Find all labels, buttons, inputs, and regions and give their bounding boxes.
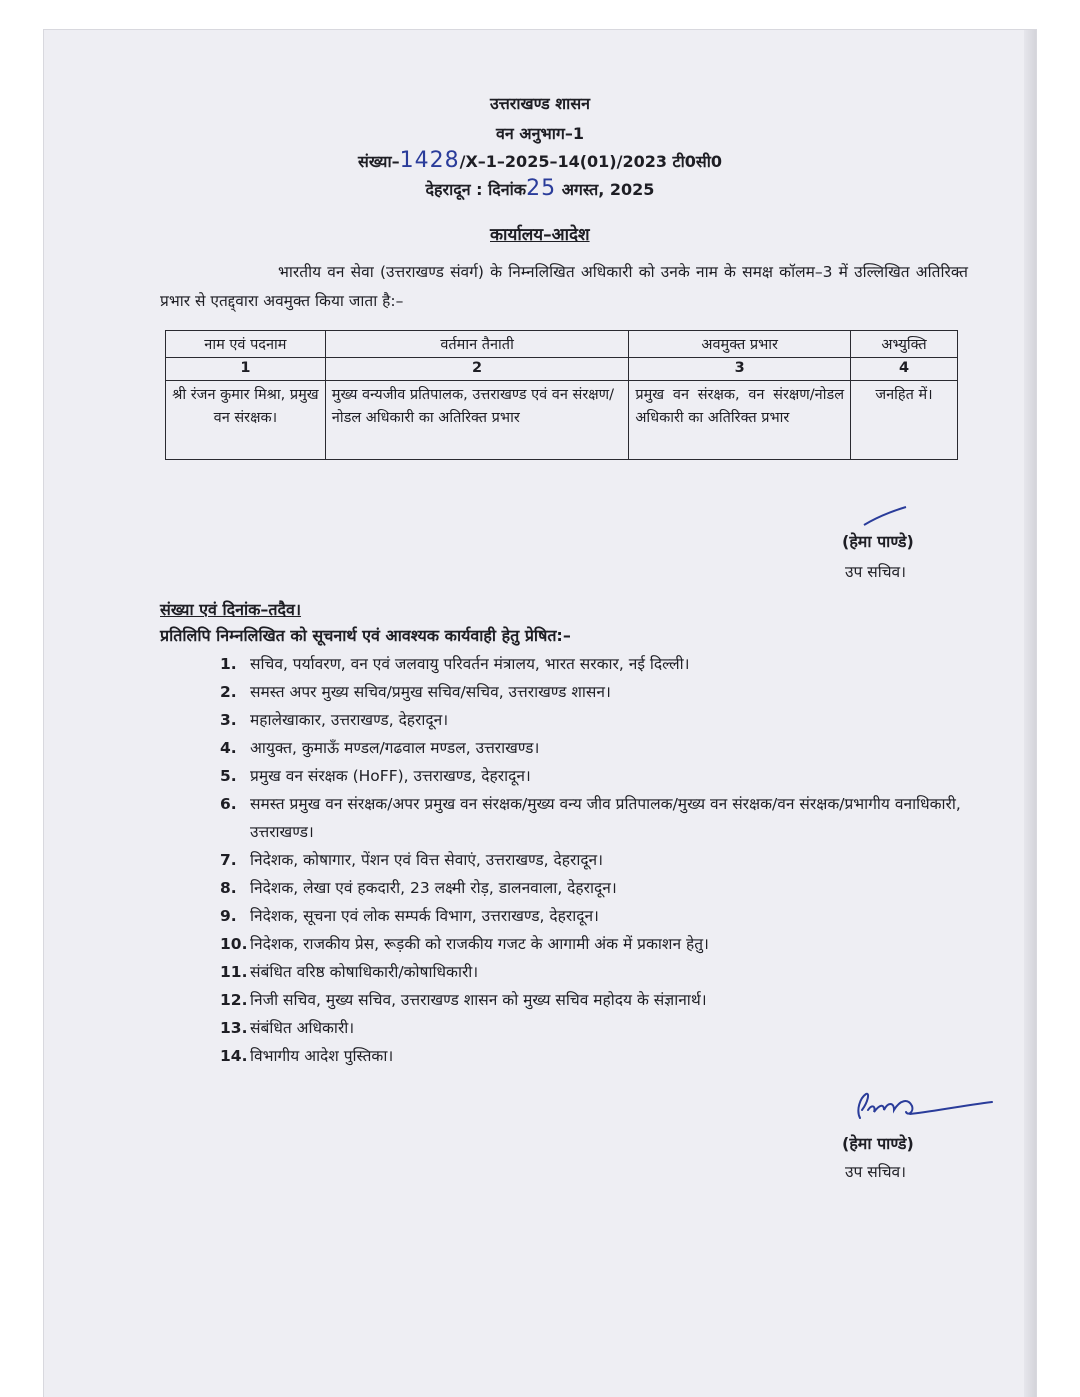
order-date [0,176,1080,201]
signature-mark [860,505,910,527]
current-posting-cell: मुख्य वन्यजीव प्रतिपालक, उत्तराखण्ड एवं वन संरक्षण/नोडल अधिकारी का अतिरिक्त प्रभार [325,381,629,460]
list-text: निजी सचिव, मुख्य सचिव, उत्तराखण्ड शासन को मुख्य सचिव महोदय के संज्ञानार्थ। [250,991,707,1009]
column-number: 4 [851,358,958,381]
list-number: 11. [220,963,248,981]
handwritten-date: 25 [526,176,557,201]
copy-recipient-list [220,650,970,1070]
list-item [220,790,970,846]
list-item [220,986,970,1014]
column-number: 3 [629,358,851,381]
order-number [0,148,1080,173]
list-number: 8. [220,879,237,897]
order-date-prefix: देहरादून : दिनांक [425,180,527,199]
handwritten-order-number: 1428 [399,148,460,173]
column-number: 1 [166,358,326,381]
column-header: नाम एवं पदनाम [166,331,326,358]
list-text: निदेशक, लेखा एवं हकदारी, 23 लक्ष्मी रोड़, डालनवाला, देहरादून। [250,879,617,897]
order-title: कार्यालय–आदेश [490,225,590,245]
copy-forwarded-line: प्रतिलिपि निम्नलिखित को सूचनार्थ एवं आवश्यक कार्यवाही हेतु प्रेषित:– [160,626,571,645]
list-text: महालेखाकार, उत्तराखण्ड, देहरादून। [250,711,449,729]
department-name: वन अनुभाग–1 [496,124,584,143]
list-number: 6. [220,795,237,813]
signatory-designation: उप सचिव। [845,1163,907,1181]
list-number: 14. [220,1047,248,1065]
list-number: 12. [220,991,248,1009]
list-item [220,734,970,762]
list-item [220,874,970,902]
list-number: 9. [220,907,237,925]
officer-table [165,330,958,460]
signatory-designation: उप सचिव। [845,563,907,581]
list-text: आयुक्त, कुमाऊँ मण्डल/गढवाल मण्डल, उत्तराखण्ड। [250,739,540,757]
list-number: 4. [220,739,237,757]
list-number: 7. [220,851,237,869]
list-item [220,846,970,874]
table-row [166,381,958,460]
table-number-row [166,358,958,381]
list-item [220,762,970,790]
list-item [220,678,970,706]
relieved-charge-cell: प्रमुख वन संरक्षक, वन संरक्षण/नोडल अधिकारी का अतिरिक्त प्रभार [629,381,851,460]
list-item [220,706,970,734]
list-item [220,1014,970,1042]
list-number: 1. [220,655,237,673]
list-number: 5. [220,767,237,785]
signatory-name: (हेमा पाण्डे) [842,532,914,551]
handwritten-signature [850,1088,995,1124]
officer-name-cell: श्री रंजन कुमार मिश्रा, प्रमुख वन संरक्षक। [166,381,326,460]
list-item [220,958,970,986]
list-text: प्रमुख वन संरक्षक (HoFF), उत्तराखण्ड, देहरादून। [250,767,531,785]
list-text: समस्त प्रमुख वन संरक्षक/अपर प्रमुख वन संरक्षक/मुख्य वन्य जीव प्रतिपालक/मुख्य वन संरक्षक/वन संरक्षक/प्रभागीय वनाधिकारी, उत्तराखण्ड। [250,795,961,841]
column-header: वर्तमान तैनाती [325,331,629,358]
list-text: संबंधित अधिकारी। [250,1019,355,1037]
list-number: 2. [220,683,237,701]
list-text: सचिव, पर्यावरण, वन एवं जलवायु परिवर्तन मंत्रालय, भारत सरकार, नई दिल्ली। [250,655,690,673]
order-intro-paragraph: भारतीय वन सेवा (उत्तराखण्ड संवर्ग) के निम्नलिखित अधिकारी को उनके नाम के समक्ष कॉलम–3 में उल्लिखित अतिरिक्त प्रभार से एतद्द्वारा अवमुक्त किया जाता है:– [160,263,968,310]
list-text: निदेशक, राजकीय प्रेस, रूड़की को राजकीय गजट के आगामी अंक में प्रकाशन हेतु। [250,935,709,953]
list-text: संबंधित वरिष्ठ कोषाधिकारी/कोषाधिकारी। [250,963,479,981]
column-header: अवमुक्त प्रभार [629,331,851,358]
remarks-cell: जनहित में। [851,381,958,460]
list-text: विभागीय आदेश पुस्तिका। [250,1047,394,1065]
list-item [220,650,970,678]
list-item [220,930,970,958]
order-number-suffix: /X–1–2025–14(01)/2023 टी0सी0 [459,152,722,171]
table-header-row [166,331,958,358]
list-text: निदेशक, सूचना एवं लोक सम्पर्क विभाग, उत्तराखण्ड, देहरादून। [250,907,599,925]
list-text: निदेशक, कोषागार, पेंशन एवं वित्त सेवाएं, उत्तराखण्ड, देहरादून। [250,851,604,869]
list-number: 3. [220,711,237,729]
copy-reference: संख्या एवं दिनांक–तदैव। [160,600,302,619]
column-number: 2 [325,358,629,381]
list-text: समस्त अपर मुख्य सचिव/प्रमुख सचिव/सचिव, उत्तराखण्ड शासन। [250,683,611,701]
list-number: 10. [220,935,248,953]
order-number-prefix: संख्या– [358,152,400,171]
list-item [220,902,970,930]
list-item [220,1042,970,1070]
column-header: अभ्युक्ति [851,331,958,358]
order-date-suffix: अगस्त, 2025 [561,180,655,199]
list-number: 13. [220,1019,248,1037]
government-name: उत्तराखण्ड शासन [489,94,591,113]
signatory-name: (हेमा पाण्डे) [842,1134,914,1153]
